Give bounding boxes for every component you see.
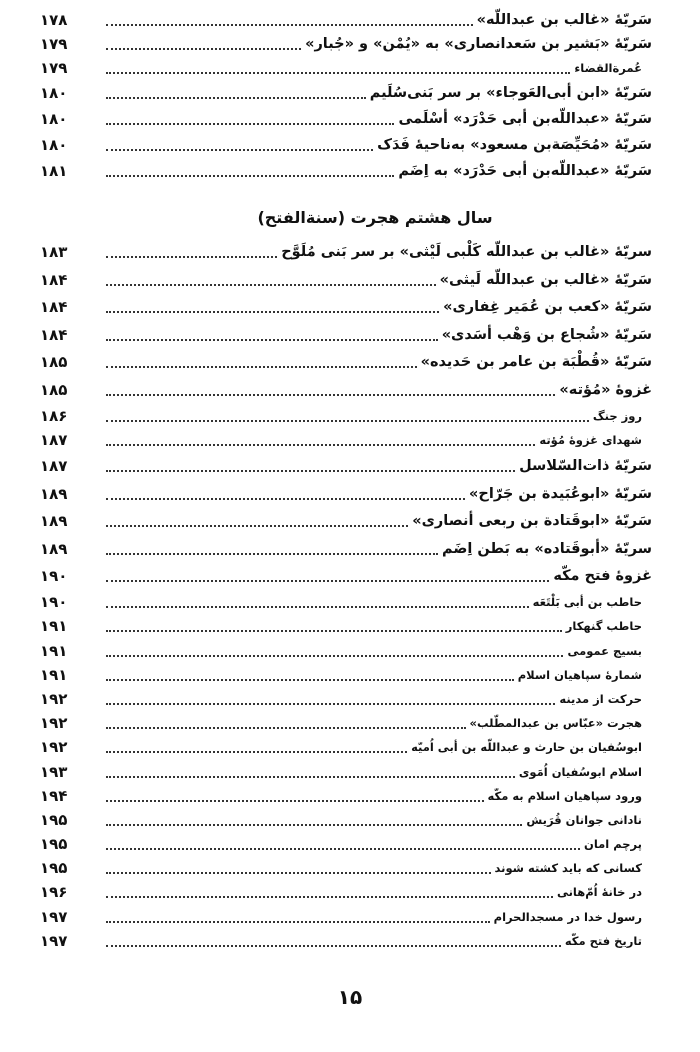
toc-entry[interactable] (38, 590, 652, 614)
dot-leader (106, 256, 277, 258)
toc-entry-title: تاریخ فتح مکّه (564, 933, 642, 948)
toc-entry[interactable] (38, 507, 652, 535)
toc-entry-title: سَریّهٔ «عبداللّه‌بن أبی حَدْرَد» به اِضَم (398, 163, 652, 180)
toc-entry[interactable] (38, 880, 652, 904)
toc-entry-title: سَریّهٔ «مُحَیِّصَة‌بن مسعود» به‌ناحیهٔ فَدَک (377, 137, 652, 154)
toc-entry-page: ۱۹۲ (40, 714, 68, 733)
dot-leader (106, 525, 408, 527)
toc-entry-page: ۱۹۰ (40, 567, 68, 586)
toc-entry-title: سَریّهٔ «ابوقَتادة بن ربعی أنصاری» (412, 513, 652, 530)
toc-entry[interactable] (38, 638, 652, 662)
toc-entry-title: حاطب بن أبی بَلْتَعَه (532, 595, 642, 610)
toc-entry-title: اسلام ابوسُفیان اُمَوی (518, 764, 642, 779)
dot-leader (106, 311, 439, 313)
toc-entry[interactable] (38, 711, 652, 735)
toc-entry-title: غزوهٔ فتح مکّه (553, 568, 652, 585)
toc-entry-title: نادانی جوانان قُرَیش (526, 812, 642, 827)
dot-leader (106, 149, 373, 151)
toc-entry-title: سَریّهٔ «کعب بن عُمَیر غِفاری» (443, 299, 652, 316)
toc-entry[interactable] (38, 663, 652, 687)
dot-leader (106, 872, 491, 874)
dot-leader (106, 175, 394, 177)
dot-leader (106, 48, 301, 50)
toc-entry-page: ۱۹۵ (40, 810, 68, 829)
dot-leader (106, 97, 366, 99)
toc-entry-page: ۱۹۱ (40, 665, 68, 684)
toc-entry-page: ۱۹۲ (40, 689, 68, 708)
toc-entry-title: سَریّهٔ ذات‌السّلاسل (519, 457, 652, 474)
dot-leader (106, 420, 589, 422)
toc-entry-page: ۱۸۰ (40, 110, 68, 129)
toc-entry-title: ابوسُفیان بن حارث و عبداللّه بن أبی اُمیّه (411, 740, 642, 755)
toc-entry[interactable] (38, 132, 652, 158)
toc-entry[interactable] (38, 535, 652, 563)
toc-entry[interactable] (38, 735, 652, 759)
toc-entry-title: سریّهٔ «أبوقَتاده» به بَطن اِضَم (441, 540, 652, 557)
toc-entry-page: ۱۹۷ (40, 907, 68, 926)
toc-entry[interactable] (38, 480, 652, 508)
toc-entry-page: ۱۹۷ (40, 931, 68, 950)
toc-entry-title: حاطب گنهکار (565, 619, 642, 634)
toc-entry[interactable] (38, 158, 652, 184)
toc-entry-page: ۱۸۴ (40, 298, 68, 317)
toc-entry-page: ۱۸۹ (40, 484, 68, 503)
dot-leader (106, 123, 394, 125)
toc-section-year-7 (38, 8, 652, 184)
dot-leader (106, 394, 555, 396)
toc-entry[interactable] (38, 687, 652, 711)
toc-entry-title: رسول خدا در مسجدالحرام (493, 909, 642, 924)
toc-entry-title: بسیج عمومی (567, 643, 642, 658)
toc-entry-page: ۱۷۸ (40, 11, 68, 29)
toc-entry-title: شهدای غزوهٔ مُؤته (539, 433, 642, 448)
toc-entry-page: ۱۷۹ (40, 59, 68, 78)
toc-entry-page: ۱۸۷ (40, 431, 68, 450)
toc-entry-title: در خانهٔ اُمّ‌هانی (556, 885, 642, 900)
toc-entry[interactable] (38, 856, 652, 880)
dot-leader (106, 751, 407, 753)
toc-entry-page: ۱۸۰ (40, 136, 68, 155)
toc-entry[interactable] (38, 808, 652, 832)
dot-leader (106, 848, 580, 850)
toc-entry-title: سریّهٔ «غالب بن عبداللّه کَلْبی لَیْثی» بر سر بَنی مُلَوَّح (281, 243, 652, 260)
toc-entry-page: ۱۸۵ (40, 380, 68, 399)
toc-entry[interactable] (38, 784, 652, 808)
dot-leader (106, 896, 553, 898)
toc-entry-title: حرکت از مدینه (559, 691, 642, 706)
dot-leader (106, 24, 473, 26)
toc-entry-title: روز جنگ (592, 408, 642, 423)
toc-entry-title: عُمرةالقضاء (574, 61, 642, 76)
toc-entry-title: سَریّهٔ «شُجاع بن وَهْب أسَدی» (441, 326, 652, 343)
toc-entry-page: ۱۸۴ (40, 270, 68, 289)
toc-entry-title: سَریّهٔ «غالب بن عبداللّه» (476, 12, 652, 28)
toc-entry[interactable] (38, 452, 652, 480)
toc-entry[interactable] (38, 349, 652, 377)
toc-entry-page: ۱۹۲ (40, 738, 68, 757)
toc-entry[interactable] (38, 321, 652, 349)
toc-entry-title: هجرت «عبّاس بن عبدالمطّلب» (469, 716, 642, 731)
toc-entry-title: سَریّهٔ «ابن أبی‌العَوجاء» بر سر بَنی‌سُلَیم (369, 85, 652, 102)
toc-entry-page: ۱۹۰ (40, 593, 68, 612)
toc-entry-title: ورود سپاهیان اسلام به مکّه (487, 788, 642, 803)
dot-leader (106, 580, 549, 582)
toc-entry[interactable] (38, 759, 652, 783)
toc-entry[interactable] (38, 266, 652, 294)
toc-entry-title: سَریّهٔ «ابوعُبَیدة بن جَرّاح» (469, 485, 652, 502)
toc-entry-page: ۱۸۶ (40, 406, 68, 425)
dot-leader (106, 921, 490, 923)
dot-leader (106, 606, 529, 608)
dot-leader (106, 366, 417, 368)
toc-entry[interactable] (38, 929, 652, 953)
dot-leader (106, 498, 465, 500)
toc-entry[interactable] (38, 8, 652, 32)
dot-leader (106, 800, 484, 802)
toc-entry-page: ۱۹۵ (40, 859, 68, 878)
toc-entry-page: ۱۸۹ (40, 512, 68, 531)
toc-entry-page: ۱۹۶ (40, 883, 68, 902)
dot-leader (106, 444, 535, 446)
toc-entry[interactable] (38, 404, 652, 428)
toc-entry-page: ۱۸۵ (40, 353, 68, 372)
toc-entry-title: پرچم امان (584, 837, 642, 852)
table-of-contents (38, 8, 652, 953)
toc-entry[interactable] (38, 428, 652, 452)
dot-leader (106, 945, 561, 947)
toc-entry[interactable] (38, 905, 652, 929)
toc-entry-page: ۱۸۴ (40, 325, 68, 344)
toc-entry-title: سَریّهٔ «غالب بن عبداللّه لَیثی» (439, 271, 652, 288)
toc-entry[interactable] (38, 80, 652, 106)
dot-leader (106, 703, 555, 705)
section-heading: سال هشتم هجرت (سنةالفتح) (257, 208, 493, 228)
dot-leader (106, 824, 522, 826)
toc-entry-page: ۱۹۴ (40, 786, 68, 805)
toc-entry-page: ۱۹۱ (40, 617, 68, 636)
dot-leader (106, 284, 436, 286)
toc-entry-title: غزوهٔ «مُؤته» (559, 381, 652, 398)
toc-entry[interactable] (38, 238, 652, 266)
toc-entry[interactable] (38, 106, 652, 132)
dot-leader (106, 553, 438, 555)
toc-entry-page: ۱۷۹ (40, 35, 68, 53)
toc-entry-title: سَریّهٔ «بَشیر بن سَعدانصاری» به «یُمْن» و «جُبار» (305, 36, 652, 52)
dot-leader (106, 776, 515, 778)
toc-entry[interactable] (38, 563, 652, 591)
dot-leader (106, 655, 563, 657)
dot-leader (106, 727, 466, 729)
toc-entry-page: ۱۸۰ (40, 84, 68, 103)
toc-entry[interactable] (38, 376, 652, 404)
toc-entry-page: ۱۸۹ (40, 539, 68, 558)
toc-section-year-8 (38, 238, 652, 953)
toc-entry-page: ۱۸۱ (40, 162, 68, 181)
dot-leader (106, 72, 570, 74)
toc-entry[interactable] (38, 832, 652, 856)
toc-entry[interactable] (38, 614, 652, 638)
toc-entry-title: کسانی که باید کشته شوند (494, 861, 642, 876)
dot-leader (106, 339, 438, 341)
toc-entry-title: شمارهٔ سپاهیان اسلام (517, 667, 642, 682)
toc-entry-page: ۱۹۱ (40, 641, 68, 660)
toc-entry-page: ۱۹۳ (40, 762, 68, 781)
toc-entry[interactable] (38, 293, 652, 321)
toc-entry[interactable] (38, 56, 652, 80)
dot-leader (106, 679, 514, 681)
toc-entry-page: ۱۸۷ (40, 456, 68, 475)
toc-entry-page: ۱۹۵ (40, 835, 68, 854)
toc-entry-title: سَریّهٔ «قُطْبَة بن عامر بن حَدیده» (420, 354, 652, 371)
dot-leader (106, 470, 515, 472)
dot-leader (106, 630, 562, 632)
toc-entry-page: ۱۸۳ (40, 242, 68, 261)
toc-entry-title: سَریّهٔ «عبداللّه‌بن أبی حَدْرَد» أسْلَمی (398, 111, 652, 128)
page-number: ۱۵ (337, 985, 363, 1009)
toc-entry[interactable] (38, 32, 652, 56)
